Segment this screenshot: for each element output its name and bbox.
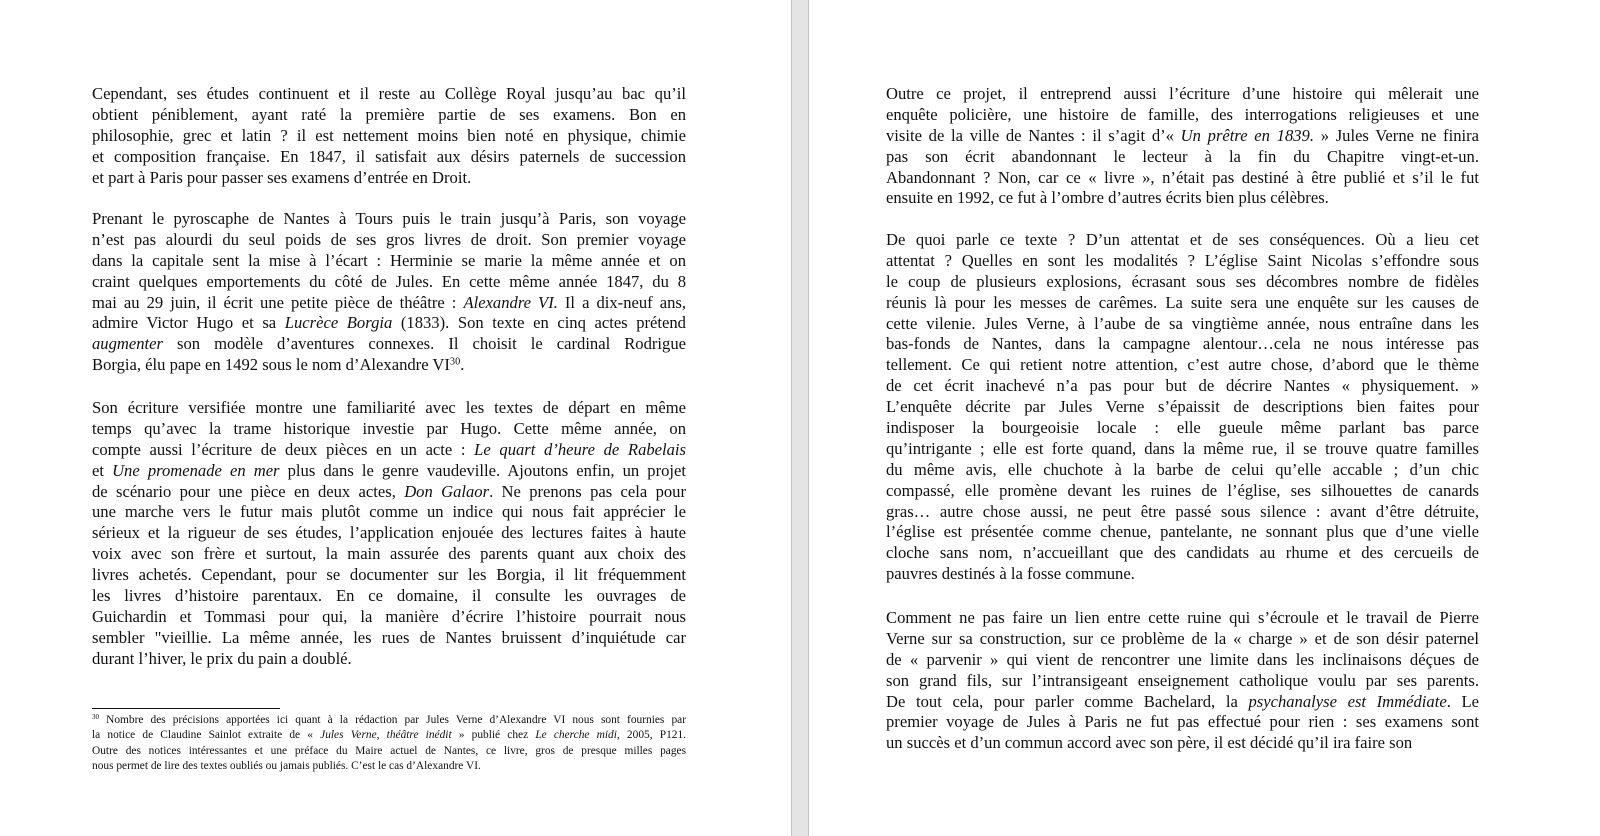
text-line: et composition française. En 1847, il satisfait aux désirs paternels de succession [92, 146, 686, 166]
paragraph [886, 230, 1479, 585]
text-line: livres achetés. Cependant, pour se documenter sur les Borgia, il lit fréquemment [92, 565, 686, 585]
text-line: Borgia, élu pape en 1492 sous le nom d’Alexandre VI$^{30}$. [92, 355, 465, 375]
text-line: qu’intrigante ; elle est forte quand, dans la même rue, il se trouve quatre familles [886, 438, 1479, 458]
italic-title: Un prêtre en 1839. [1180, 125, 1314, 145]
text-line: Son écriture versifiée montre une familiarité avec les textes de départ en même [92, 398, 686, 417]
document-page-left [0, 0, 791, 836]
text-line: pas son écrit abandonnant le lecteur à la fin du Chapitre vingt-et-un. [886, 146, 1479, 166]
text-line: gras… autre chose aussi, ne peut être passé sous silence : avant d’être détruite, [886, 501, 1479, 521]
text-line: le coup de plusieurs explosions, écrasant sous ses décombres nombre de fidèles [886, 271, 1479, 291]
paragraph [92, 209, 686, 376]
text-line: tellement. Ce qui retient notre attention, c’est autre chose, d’abord que le thème [886, 355, 1479, 375]
text-line: de « parvenir » qui vient de rencontrer une limite dans les inclinaisons déçues de [886, 649, 1479, 669]
paragraph [92, 84, 686, 188]
text-line: sembler "vieillie. La même année, les rues de Nantes bruissent d’inquiétude car [92, 627, 686, 647]
text-line: Abandonnant ? Non, car ce « livre », n’était pas destiné à être publié et s’il le fut [886, 167, 1479, 187]
text-line: obtient péniblement, ayant raté la première partie de ses examens. Bon en [92, 104, 686, 124]
paragraph [886, 84, 1479, 209]
text-line: attentat ? Quelles en sont les modalités ? L’église Saint Nicolas s’effondre sous [886, 250, 1479, 270]
text-line: premier voyage de Jules à Paris ne fut pas effectué pour rien : ses examens sont [886, 712, 1479, 732]
text-line: l’église est présentée comme chenue, pantelante, ne sonnant plus que d’une vielle [886, 522, 1479, 542]
text-line: et Une promenade en mer plus dans le genre vaudeville. Ajoutons enfin, un projet [92, 460, 686, 480]
italic-title: augmenter [92, 334, 163, 354]
text-line: Cependant, ses études continuent et il reste au Collège Royal jusqu’au bac qu’il [92, 84, 686, 103]
text-line: Verne sur sa construction, sur ce problème de la « charge » et de son désir paternel [886, 628, 1479, 648]
text-line: indisposer la bourgeoisie locale : elle gueule même parlant bas parce [886, 418, 1479, 438]
italic-title: Le quart d’heure de Rabelais [474, 439, 686, 459]
text-line: de cet écrit inachevé n’a pas pour but de décrire Nantes « physiquement. » [886, 376, 1479, 396]
text-line: nous permet de lire des textes oubliés ou jamais publiés. C’est le cas d’Alexandre VI. [92, 760, 481, 773]
text-line: et part à Paris pour passer ses examens d’entrée en Droit. [92, 167, 472, 187]
text-line: temps qu’avec la trame historique investie par Hugo. Cette même année, on [92, 418, 686, 438]
text-line: mai au 29 juin, il écrit une petite pièce de théâtre : Alexandre VI. Il a dix-neuf ans, [92, 292, 686, 312]
text-line: les livres d’histoire parentaux. En ce domaine, il consulte les ouvrages de [92, 586, 686, 606]
text-line: admire Victor Hugo et sa Lucrèce Borgia (1833). Son texte en cinq actes prétend [92, 313, 686, 333]
text-line: De quoi parle ce texte ? D’un attentat et de ses conséquences. Où a lieu cet [886, 230, 1479, 249]
text-line: Outre ce projet, il entreprend aussi l’écriture d’une histoire qui mêlerait une [886, 84, 1479, 103]
text-line: durant l’hiver, le prix du pain a doublé. [92, 648, 352, 668]
text-line: cette vilenie. Jules Verne, à l’aube de sa vingtième année, nous entraîne dans les [886, 313, 1479, 333]
footnote [92, 713, 686, 775]
text-line: De tout cela, pour parler comme Bachelard, la psychanalyse est Immédiate. Le [886, 691, 1479, 711]
paragraph [92, 398, 686, 670]
text-line: un succès et d’un commun accord avec son père, il est décidé qu’il ira faire son [886, 733, 1413, 753]
italic-title: Don Galaor [404, 481, 490, 501]
text-line: Guichardin et Tommasi pour qui, la manière d’écrire l’histoire pourrait nous [92, 606, 686, 626]
document-page-right [809, 0, 1600, 836]
text-line: $^{30}$ Nombre des précisions apportées ici quant à la rédaction par Jules Verne d’Alexandre VI nous sont fournies par [92, 713, 686, 726]
text-line: craint quelques emportements du côté de Jules. En cette même année 1847, du 8 [92, 271, 686, 291]
text-line: de scénario pour une pièce en deux actes, Don Galaor. Ne prenons pas cela pour [92, 481, 686, 501]
text-line: cloche sans nom, n’accueillant que des candidats au rhume et des cercueils de [886, 543, 1479, 563]
text-line: pauvres destinés à la fosse commune. [886, 564, 1135, 584]
text-line: Comment ne pas faire un lien entre cette ruine qui s’écroule et le travail de Pierre [886, 608, 1479, 627]
text-line: une marche vers le futur mais plutôt comme un indice qui nous fait apprécier le [92, 502, 686, 522]
paragraph [886, 608, 1479, 754]
text-line: n’est pas alourdi du seul poids de ses gros livres de droit. Son premier voyage [92, 229, 686, 249]
text-line: son grand fils, sur l’intransigeant enseignement catholique voulu par ses parents. [886, 670, 1479, 690]
text-line: du même avis, elle chuchote à la barbe de celui qu’elle accable ; d’un chic [886, 459, 1479, 479]
italic-title: Lucrèce Borgia [284, 313, 393, 333]
text-line: dans la capitale sent la mise à l’écart : Herminie se marie la même année et on [92, 250, 686, 270]
text-line: L’enquête décrite par Jules Verne s’épaissit de descriptions bien faites pour [886, 397, 1479, 417]
footnote-reference: 30 [449, 356, 461, 368]
italic-title: Le cherche midi [535, 729, 617, 742]
text-line: Outre des notices intéressantes et une préface du Maire actuel de Nantes, ce livre, gros de presque milles pages [92, 744, 686, 757]
text-line: augmenter son modèle d’aventures connexes. Il choisit le cardinal Rodrigue [92, 334, 686, 354]
footnote-reference: 30 [92, 713, 100, 722]
text-line: voix avec son frère et surtout, la main assurée des parents quant aux choix des [92, 544, 686, 564]
text-line: Prenant le pyroscaphe de Nantes à Tours puis le train jusqu’à Paris, son voyage [92, 209, 686, 228]
text-line: compte aussi l’écriture de deux pièces en un acte : Le quart d’heure de Rabelais [92, 439, 686, 459]
italic-title: Jules Verne, théâtre inédit [320, 729, 452, 742]
text-line: réunis là pour les messes de carêmes. La suite sera une enquête sur les causes de [886, 292, 1479, 312]
italic-title: psychanalyse est Immédiate [1248, 691, 1447, 711]
text-line: ensuite en 1992, ce fut à l’ombre d’autres écrits bien plus célèbres. [886, 188, 1329, 208]
text-line: la notice de Claudine Sainlot extraite de « Jules Verne, théâtre inédit » publié chez Le cherche midi, 2005, P121. [92, 729, 686, 742]
italic-title: Alexandre VI. [463, 292, 558, 312]
text-line: visite de la ville de Nantes : il s’agit d’« Un prêtre en 1839. » Jules Verne ne finira [886, 125, 1479, 145]
text-line: enquête policière, une histoire de famille, des interrogations religieuses et une [886, 104, 1479, 124]
text-line: compassé, elle promène devant les ruines de l’église, ses silhouettes de canards [886, 480, 1479, 500]
text-line: bas-fonds de Nantes, dans la campagne alentour…cela ne nous intéresse pas [886, 334, 1479, 354]
text-line: sérieux et la rigueur de ses études, l’application enjouée des lectures faites à haute [92, 523, 686, 543]
page-gutter [791, 0, 809, 836]
footnote-separator [92, 708, 280, 709]
italic-title: Une promenade en mer [112, 460, 280, 480]
text-line: philosophie, grec et latin ? il est nettement moins bien noté en physique, chimie [92, 125, 686, 145]
